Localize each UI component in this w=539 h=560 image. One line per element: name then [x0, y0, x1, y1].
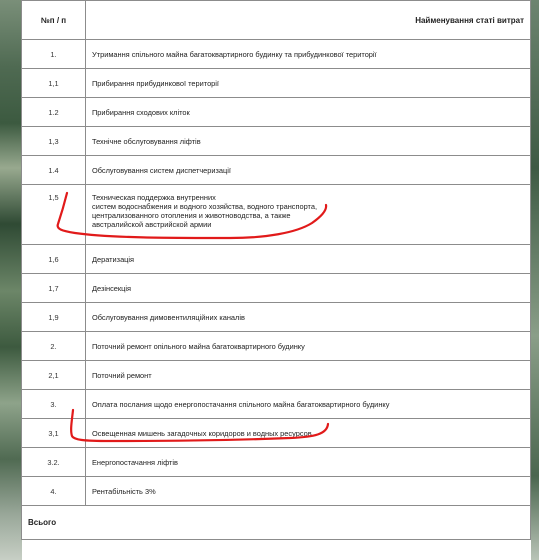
table-row	[22, 477, 531, 506]
row-item-name: Поточний ремонт опільного майна багатоквартирного будинку	[86, 332, 531, 361]
table-row	[22, 156, 531, 185]
table-total-row	[22, 506, 531, 540]
row-number: 1.2	[22, 98, 86, 127]
row-item-name: Обслуговування систем диспетчеризації	[86, 156, 531, 185]
row-number: 2.	[22, 332, 86, 361]
row-item-name-line: Техническая поддержка внутренних	[92, 193, 216, 202]
row-item-name: Дератизація	[86, 245, 531, 274]
header-item-name: Найменування статі витрат	[86, 1, 531, 40]
table-row	[22, 274, 531, 303]
table-row	[22, 419, 531, 448]
row-number: 1,7	[22, 274, 86, 303]
row-number: 1,1	[22, 69, 86, 98]
row-item-name: Обслуговування димовентиляційних каналів	[86, 303, 531, 332]
table-row	[22, 245, 531, 274]
table-row	[22, 127, 531, 156]
row-number: 3.	[22, 390, 86, 419]
table-row	[22, 40, 531, 69]
row-number: 1.4	[22, 156, 86, 185]
row-number: 2,1	[22, 361, 86, 390]
background-trees-left	[0, 0, 22, 560]
row-item-name: Технічне обслуговування ліфтів	[86, 127, 531, 156]
table-row	[22, 448, 531, 477]
row-item-name: Прибирання прибудинкової території	[86, 69, 531, 98]
total-label: Всього	[22, 506, 531, 540]
table-header-row	[22, 1, 531, 40]
row-number: 3,1	[22, 419, 86, 448]
row-item-name: Прибирання сходових кліток	[86, 98, 531, 127]
background-trees-right	[531, 0, 539, 560]
row-item-name: Енергопостачання ліфтів	[86, 448, 531, 477]
table-row	[22, 390, 531, 419]
row-item-name: Дезінсекція	[86, 274, 531, 303]
row-number: 4.	[22, 477, 86, 506]
row-item-name: Рентабільність 3%	[86, 477, 531, 506]
row-number: 1,9	[22, 303, 86, 332]
row-item-name	[86, 185, 531, 245]
row-item-name-line: централизованного отопления и животноводства, а также	[92, 211, 291, 220]
row-item-name-line: систем водоснабжения и водного хозяйства, водного транспорта,	[92, 202, 318, 211]
row-item-name: Утримання спільного майна багатоквартирного будинку та прибудинкової території	[86, 40, 531, 69]
table-row	[22, 69, 531, 98]
row-item-name: Оплата послания щодо енергопостачання спільного майна багатоквартирного будинку	[86, 390, 531, 419]
row-item-name: Поточний ремонт	[86, 361, 531, 390]
row-number: 1,5	[22, 185, 86, 245]
table-row	[22, 185, 531, 245]
row-number: 1,6	[22, 245, 86, 274]
row-item-name-line: австралийской австрийской армии	[92, 220, 212, 229]
table-row	[22, 98, 531, 127]
table-row	[22, 361, 531, 390]
header-number: №п / п	[22, 1, 86, 40]
row-item-name: Освещенная мишень загадочных коридоров и водных ресурсов	[86, 419, 531, 448]
table-row	[22, 303, 531, 332]
row-number: 1.	[22, 40, 86, 69]
row-number: 3.2.	[22, 448, 86, 477]
table-row	[22, 332, 531, 361]
row-number: 1,3	[22, 127, 86, 156]
cost-items-table	[21, 0, 531, 540]
